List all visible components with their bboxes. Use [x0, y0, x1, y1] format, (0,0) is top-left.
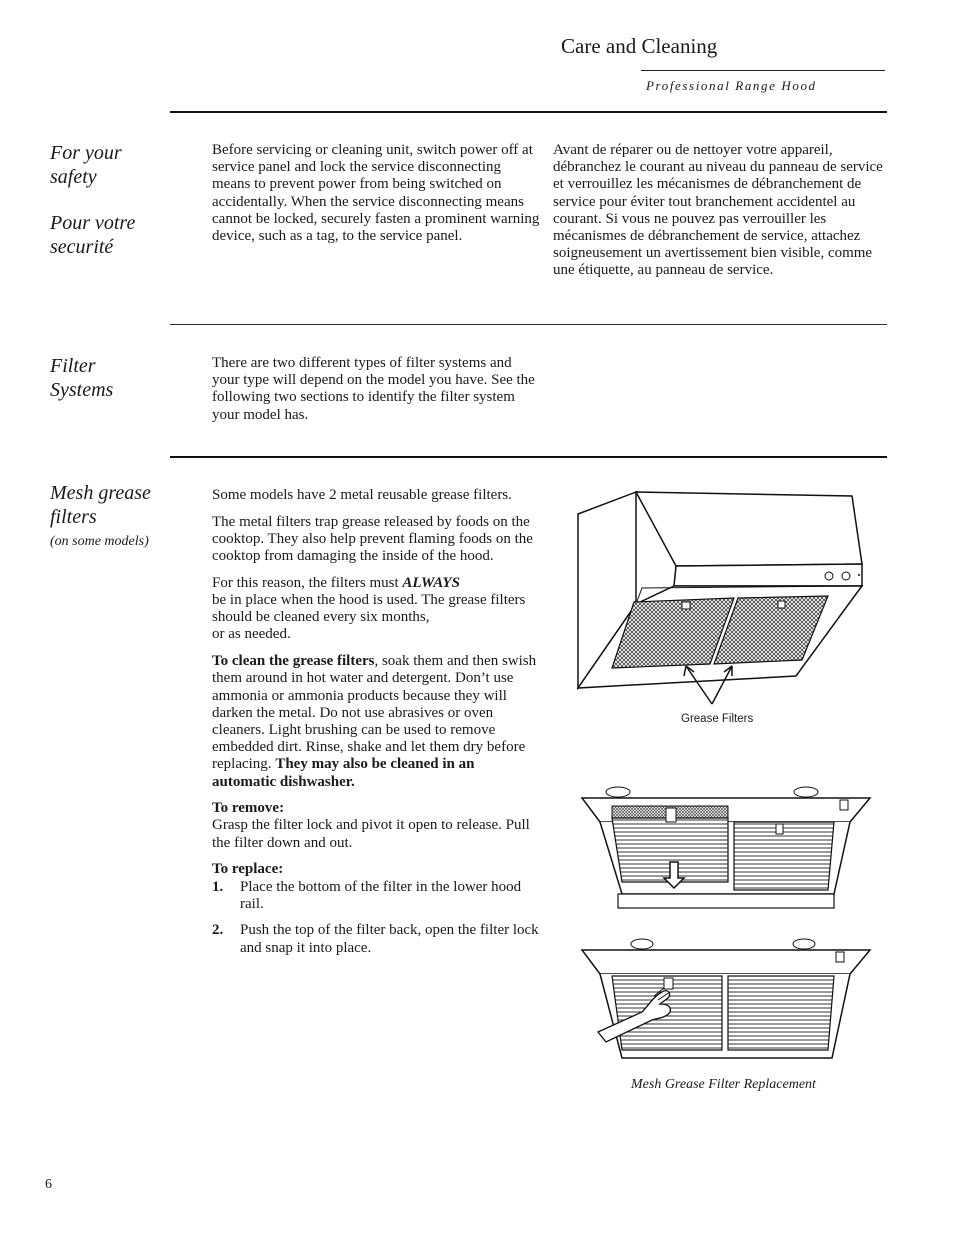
- page-subtitle: Professional Range Hood: [646, 78, 817, 93]
- step-number: 2.: [212, 922, 224, 939]
- mesh-p4-bold-tail: They may also be cleaned in an automatic dishwasher.: [212, 756, 475, 790]
- safety-text-fr: Avant de réparer ou de nettoyer votre appareil, débranchez le courant au niveau du panneau de service et verrouillez les mécanismes de débranchement de service pour éviter tout branchement accidentel au courant. Si vous ne pouvez pas verrouiller les mécanismes de débranchement de service, attachez soigneusement un avertissement bien visible, comme une étiquette, au panneau de service.: [553, 142, 883, 279]
- safety-text-en: Before servicing or cleaning unit, switch power off at service panel and lock the service disconnecting means to prevent power from being switched on accidentally. When the service disconnecting means cannot be locked, securely fasten a prominent warning device, such as a tag, to the service panel.: [212, 142, 540, 245]
- section-divider-top: [170, 111, 887, 113]
- mesh-heading-text: Mesh grease filters: [50, 482, 151, 528]
- page-number: 6: [45, 1177, 52, 1192]
- mesh-body: [212, 487, 542, 966]
- step-number: 1.: [212, 878, 224, 895]
- mesh-p3-text-a: For this reason, the filters must: [212, 574, 403, 591]
- step-text: Push the top of the filter back, open the filter lock and snap it into place.: [240, 922, 539, 956]
- safety-heading-en: For your safety: [50, 142, 122, 188]
- remove-text: Grasp the filter lock and pivot it open to release. Pull the filter down and out.: [212, 817, 530, 851]
- step-text: Place the bottom of the filter in the lower hood rail.: [240, 878, 522, 912]
- mesh-paragraph-2: The metal filters trap grease released by foods on the cooktop. They also help prevent flaming foods on the cooktop from damaging the inside of the hood.: [212, 513, 533, 565]
- mesh-subheading: (on some models): [50, 534, 149, 549]
- filter-lock-icon: [664, 978, 673, 989]
- section-divider-filter: [170, 324, 887, 325]
- figure-label-grease-filters: Grease Filters: [681, 713, 754, 725]
- figure-caption: Mesh Grease Filter Replacement: [631, 1077, 816, 1092]
- safety-heading-fr: Pour votre securité: [50, 212, 136, 258]
- mesh-p4-bold-lead: To clean the grease filters: [212, 653, 375, 670]
- filter-lock-icon: [682, 602, 690, 609]
- remove-heading: To remove:: [212, 800, 285, 817]
- replace-step: [212, 922, 542, 956]
- section-divider-mesh: [170, 456, 887, 458]
- hood-perspective-illustration: [570, 486, 880, 714]
- filter-removal-illustration: [578, 782, 874, 912]
- grease-filter-right: [728, 976, 834, 1050]
- filter-replacement-illustration: [578, 934, 874, 1066]
- mesh-paragraph-1: Some models have 2 metal reusable grease filters.: [212, 487, 512, 503]
- grease-filter-right: [734, 822, 834, 890]
- filter-lock-icon: [666, 808, 676, 822]
- mesh-paragraph-4: [212, 653, 542, 791]
- safety-heading: [50, 141, 170, 259]
- replace-heading: To replace:: [212, 861, 284, 878]
- mesh-p3-text-c: be in place when the hood is used. The grease filters should be cleaned every six months, or as needed.: [212, 592, 526, 643]
- page-title: Care and Cleaning: [561, 34, 718, 58]
- mesh-paragraph-3: [212, 575, 542, 644]
- filter-systems-text: There are two different types of filter systems and your type will depend on the model you have. See the following two sections to identify the filter system your model has.: [212, 355, 535, 423]
- mesh-p3-emphasis: ALWAYS: [402, 574, 460, 591]
- header-rule: [641, 70, 885, 71]
- replace-step: [212, 879, 542, 913]
- mesh-replace: [212, 861, 542, 957]
- mesh-p4-text: , soak them and then swish them around in hot water and detergent. Don’t use ammonia or ammonia products because they will darken the metal. Do not use abrasives or oven cleaners. Light brushing can be used to remove embedded dirt. Rinse, shake and let them dry before replacing.: [212, 653, 537, 773]
- mesh-remove: [212, 800, 542, 852]
- filter-lock-icon: [778, 601, 785, 608]
- filter-systems-heading: Filter Systems: [50, 355, 114, 401]
- mesh-heading: [50, 481, 180, 551]
- filter-lock-icon: [776, 824, 783, 834]
